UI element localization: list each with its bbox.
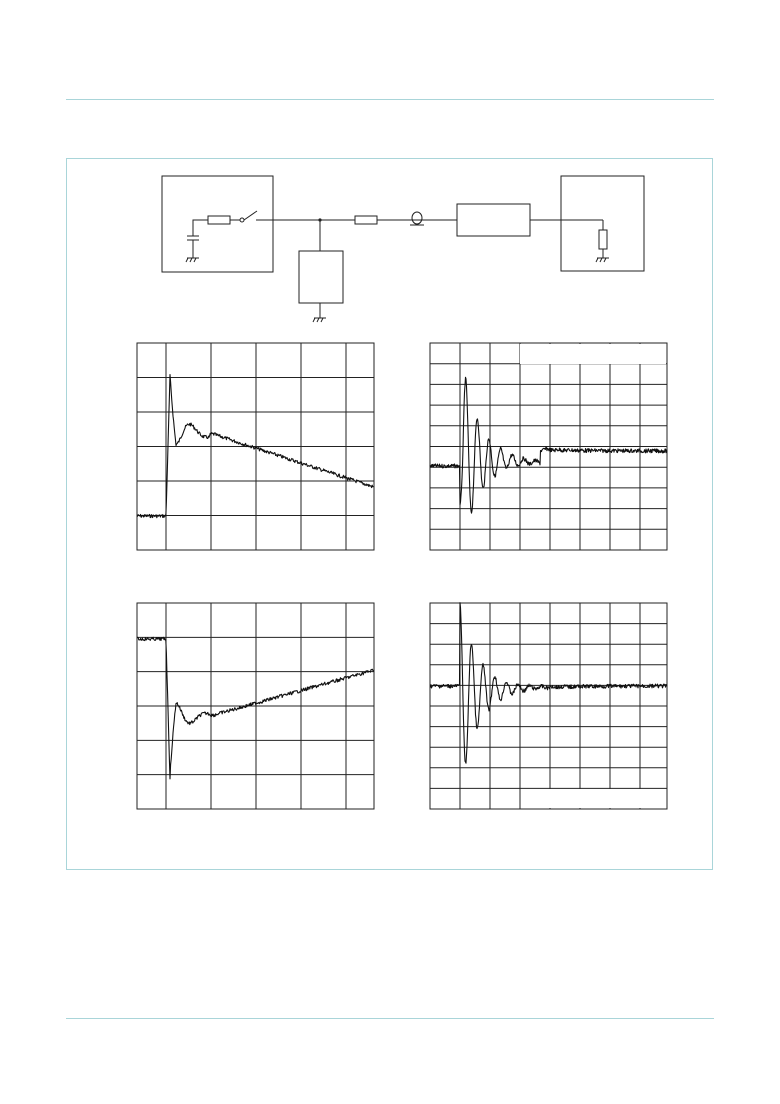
load-resistor [599,230,607,249]
waveform-trace [430,603,667,764]
waveform-trace [430,377,667,513]
attenuator-box [457,204,530,236]
label-area [520,344,666,364]
coupling-resistor [355,216,377,224]
upper-left-waveform [137,343,374,550]
current-probe-icon [412,212,422,224]
waveform-trace [137,637,373,779]
series-resistor [208,216,230,224]
ground-icon [596,258,609,262]
ground-icon [313,318,326,322]
switch-contact-icon [240,218,244,222]
label-area [548,789,666,808]
switch-icon [244,211,257,220]
ground-icon [186,258,199,262]
lower-left-waveform [137,603,374,809]
generator-wire-left [193,220,208,232]
dut-box [299,251,343,303]
test-setup-schematic [162,176,644,322]
upper-right-waveform [430,343,667,550]
lower-right-waveform [430,603,667,809]
